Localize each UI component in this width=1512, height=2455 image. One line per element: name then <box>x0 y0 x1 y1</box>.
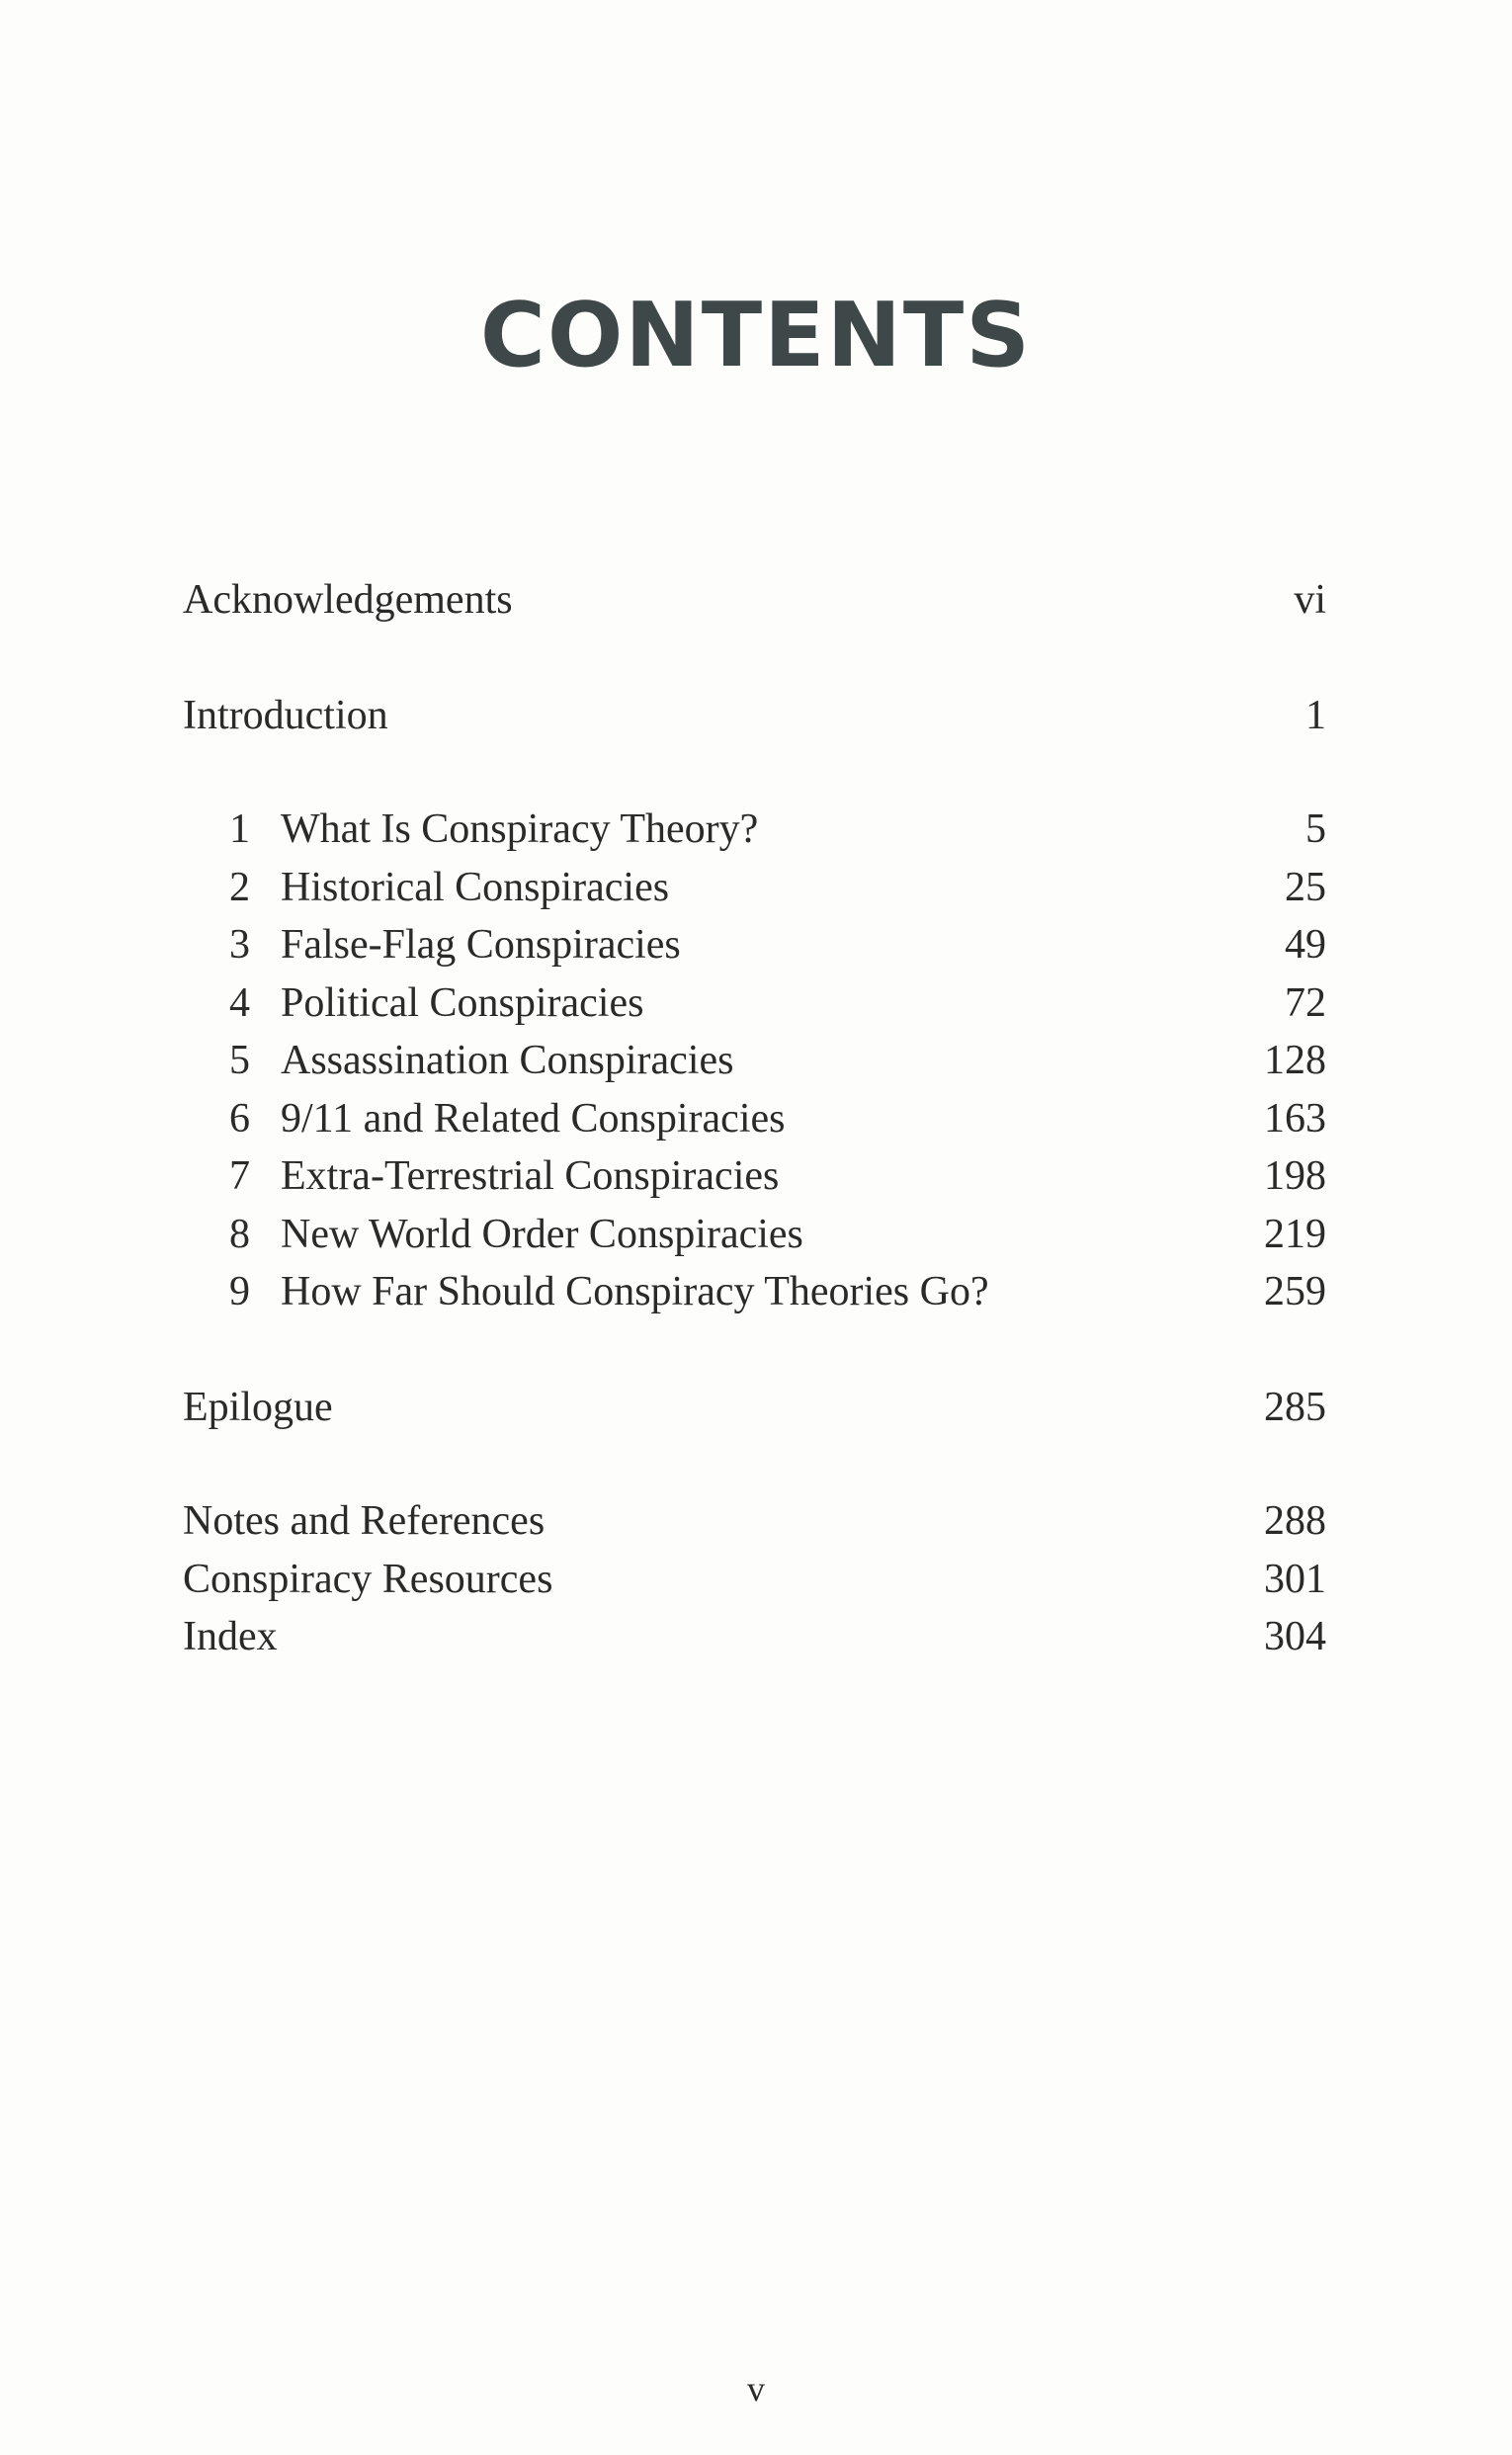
toc-entry-introduction[interactable] <box>183 695 1326 738</box>
toc-chapter[interactable] <box>183 924 1326 968</box>
toc-entry-acknowledgements[interactable] <box>183 579 1326 623</box>
toc-entry-epilogue[interactable] <box>183 1387 1326 1430</box>
toc-chapter[interactable] <box>183 1211 1326 1257</box>
chapter-number: 2 <box>229 864 250 910</box>
toc-chapter[interactable] <box>183 864 1326 910</box>
chapter-title: New World Order Conspiracies <box>281 1211 803 1257</box>
toc-chapter[interactable] <box>183 808 1326 852</box>
chapter-title: How Far Should Conspiracy Theories Go? <box>281 1269 989 1314</box>
toc-entry-notes[interactable] <box>183 1500 1326 1544</box>
entry-label: Acknowledgements <box>183 577 513 623</box>
toc-chapter[interactable] <box>183 1271 1326 1314</box>
entry-page: 304 <box>1264 1614 1326 1659</box>
chapter-number: 7 <box>229 1153 250 1199</box>
toc-chapter[interactable] <box>183 1155 1326 1199</box>
entry-page: 301 <box>1264 1557 1326 1602</box>
entry-page: 285 <box>1264 1385 1326 1430</box>
entry-label: Epilogue <box>183 1385 333 1430</box>
chapter-number: 4 <box>229 979 250 1026</box>
page-number: v <box>747 2369 765 2409</box>
chapter-title: Extra-Terrestrial Conspiracies <box>281 1153 780 1199</box>
chapter-number: 9 <box>229 1269 250 1314</box>
toc-chapter[interactable] <box>183 1095 1326 1142</box>
entry-page: 163 <box>1264 1095 1326 1142</box>
entry-page: 49 <box>1285 922 1326 968</box>
entry-page: vi <box>1294 577 1326 623</box>
chapter-number: 8 <box>229 1211 250 1257</box>
chapter-title: 9/11 and Related Conspiracies <box>281 1095 786 1142</box>
entry-page: 198 <box>1264 1153 1326 1199</box>
entry-page: 128 <box>1264 1038 1326 1083</box>
entry-label: Conspiracy Resources <box>183 1557 553 1602</box>
chapter-title: False-Flag Conspiracies <box>281 922 681 968</box>
entry-label: Introduction <box>183 693 388 738</box>
entry-page: 5 <box>1305 806 1326 852</box>
chapter-number: 1 <box>229 806 250 852</box>
chapter-title: Historical Conspiracies <box>281 864 670 910</box>
chapter-title: Assassination Conspiracies <box>281 1038 734 1083</box>
entry-page: 259 <box>1264 1269 1326 1314</box>
entry-label: Notes and References <box>183 1498 546 1544</box>
entry-page: 1 <box>1305 693 1326 738</box>
entry-page: 288 <box>1264 1498 1326 1544</box>
toc-chapter[interactable] <box>183 979 1326 1026</box>
entry-page: 72 <box>1285 979 1326 1026</box>
chapter-number: 6 <box>229 1095 250 1142</box>
page-title: CONTENTS <box>479 284 1033 387</box>
entry-page: 219 <box>1264 1211 1326 1257</box>
entry-label: Index <box>183 1614 278 1659</box>
chapter-number: 3 <box>229 922 250 968</box>
entry-page: 25 <box>1285 864 1326 910</box>
toc-entry-resources[interactable] <box>183 1559 1326 1602</box>
chapter-number: 5 <box>229 1038 250 1083</box>
toc-chapter[interactable] <box>183 1040 1326 1083</box>
chapter-title: Political Conspiracies <box>281 979 644 1026</box>
chapter-title: What Is Conspiracy Theory? <box>281 806 759 852</box>
toc-entry-index[interactable] <box>183 1616 1326 1659</box>
